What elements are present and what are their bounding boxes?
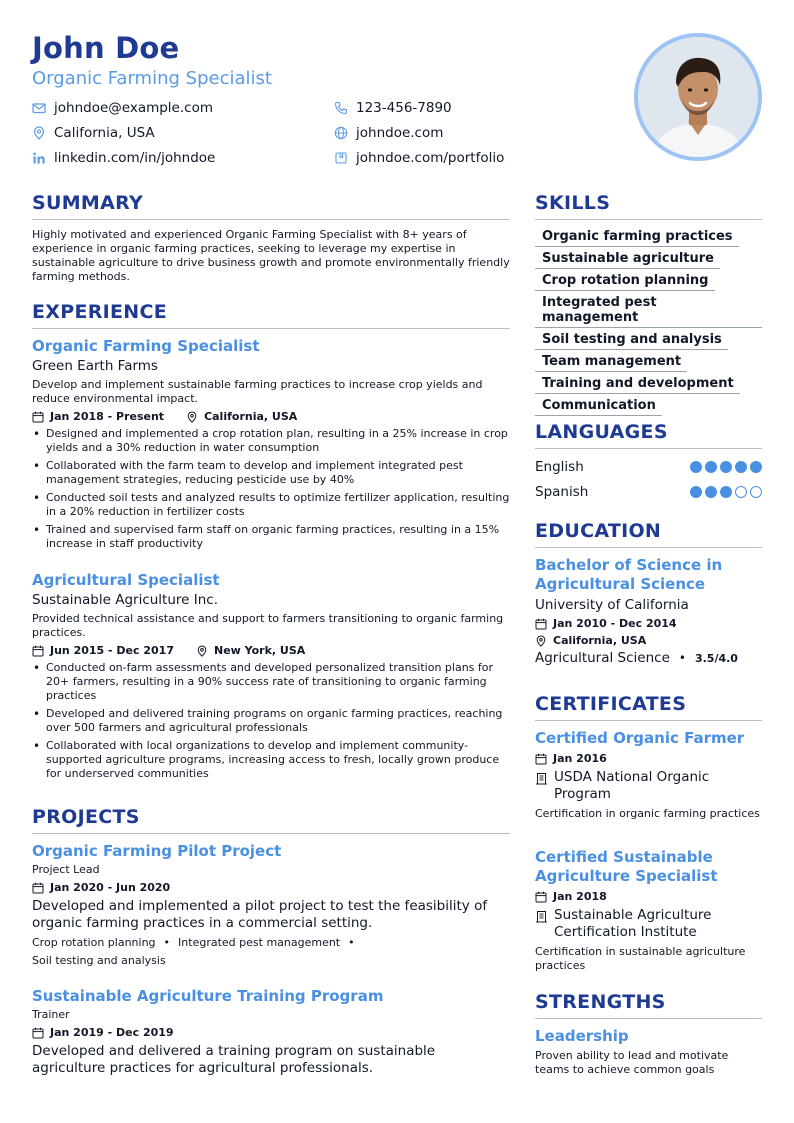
job-entry [32, 571, 510, 785]
list-item: • Designed and implemented a crop rotation plan, resulting in a 25% increase in crop yields and a 30% reduction in water consumption [32, 427, 510, 455]
candidate-title: Organic Farming Specialist [32, 68, 272, 89]
job-description: Develop and implement sustainable farming practices to increase crop yields and reduce environmental impact. [32, 378, 483, 405]
list-item: • Trained and supervised farm staff on organic farming practices, resulting in a 15% increase in staff productivity [32, 523, 510, 551]
project-title: Organic Farming Pilot Project [32, 842, 282, 860]
skill-tag: Communication [535, 395, 662, 416]
project-entry [32, 987, 510, 1077]
certificate-issuer-row [535, 907, 762, 941]
level-dot-filled [750, 461, 762, 473]
certificate-title: Certified Sustainable Agriculture Specialist [535, 848, 718, 885]
calendar-icon [535, 753, 547, 765]
contact-location [32, 125, 155, 141]
website-text: johndoe.com [356, 125, 444, 141]
skills-divider [535, 219, 762, 220]
list-item: • Collaborated with local organizations to develop and implement community-supported agriculture programs, increasing access to fresh, locally grown produce for underserved communities [32, 739, 510, 781]
project-description: Developed and implemented a pilot project to test the feasibility of organic farming practices in a commercial setting. [32, 898, 488, 931]
location-pin-icon [535, 635, 547, 647]
job-dates: Jun 2015 - Dec 2017 [50, 644, 174, 657]
level-dot-filled [690, 486, 702, 498]
project-role: Trainer [32, 1008, 70, 1021]
job-company: Sustainable Agriculture Inc. [32, 592, 219, 608]
certificate-issuer: Sustainable Agriculture Certification Institute [554, 907, 712, 940]
project-tag: Crop rotation planning [32, 936, 156, 949]
contact-linkedin[interactable] [32, 150, 215, 166]
level-dot-empty [735, 486, 747, 498]
languages-divider [535, 448, 762, 449]
summary-text: Highly motivated and experienced Organic Farming Specialist with 8+ years of experience in organic farming practices, seeking to leverage my expertise in sustainable agriculture to drive business growth and promote environmentally friendly farming methods. [32, 228, 510, 283]
skill-tag: Crop rotation planning [535, 270, 715, 291]
level-dot-filled [705, 486, 717, 498]
calendar-icon [535, 618, 547, 630]
project-entry [32, 842, 510, 970]
strength-entry [535, 1027, 762, 1077]
project-tag: Soil testing and analysis [32, 954, 166, 967]
education-location: California, USA [553, 634, 647, 647]
school-name: University of California [535, 597, 689, 613]
mail-icon [32, 101, 46, 115]
level-dot-filled [705, 461, 717, 473]
language-name: Spanish [535, 483, 589, 500]
project-title: Sustainable Agriculture Training Program [32, 987, 384, 1005]
language-row [535, 454, 762, 479]
language-level-dots [690, 461, 762, 473]
project-role: Project Lead [32, 863, 100, 876]
location-pin-icon [196, 645, 208, 657]
phone-icon [334, 101, 348, 115]
calendar-icon [535, 891, 547, 903]
contact-portfolio[interactable] [334, 150, 504, 166]
globe-icon [334, 126, 348, 140]
job-dates: Jan 2018 - Present [50, 410, 165, 423]
job-achievements [32, 427, 510, 551]
project-dates: Jan 2019 - Dec 2019 [50, 1026, 174, 1039]
job-title: Organic Farming Specialist [32, 337, 260, 355]
location-text: California, USA [54, 125, 155, 141]
job-entry [32, 337, 510, 555]
job-company: Green Earth Farms [32, 358, 158, 374]
level-dot-filled [720, 486, 732, 498]
summary-heading: SUMMARY [32, 192, 144, 214]
job-meta [32, 410, 510, 423]
linkedin-icon [32, 151, 46, 165]
education-location-row [535, 634, 762, 647]
level-dot-filled [735, 461, 747, 473]
strength-title: Leadership [535, 1027, 629, 1045]
building-icon [535, 772, 548, 785]
contact-email[interactable] [32, 100, 213, 116]
list-item: • Conducted soil tests and analyzed results to optimize fertilizer application, resulting in a 20% reduction in fertilizer costs [32, 491, 510, 519]
candidate-name: John Doe [32, 31, 180, 65]
certificate-date: Jan 2016 [553, 752, 607, 765]
calendar-icon [32, 1027, 44, 1039]
contact-website[interactable] [334, 125, 443, 141]
job-location: California, USA [204, 410, 298, 423]
certificates-heading: CERTIFICATES [535, 693, 687, 715]
certificate-entry [535, 729, 762, 821]
portfolio-icon [334, 151, 348, 165]
skill-tag: Organic farming practices [535, 226, 739, 247]
calendar-icon [32, 411, 44, 423]
list-item: • Collaborated with the farm team to develop and implement integrated pest management strategies, reducing pesticide use by 40% [32, 459, 510, 487]
experience-heading: EXPERIENCE [32, 301, 168, 323]
strengths-divider [535, 1018, 762, 1019]
language-level-dots [690, 486, 762, 498]
calendar-icon [32, 645, 44, 657]
certificate-description: Certification in sustainable agriculture practices [535, 945, 746, 972]
job-location: New York, USA [213, 644, 306, 657]
skills-list [535, 226, 762, 416]
skill-tag: Integrated pest management [535, 292, 762, 328]
certificates-divider [535, 720, 762, 721]
avatar-illustration [638, 37, 758, 157]
summary-divider [32, 219, 510, 220]
degree-title: Bachelor of Science in Agricultural Science [535, 556, 723, 593]
education-gpa: 3.5/4.0 [694, 651, 738, 665]
projects-divider [32, 833, 510, 834]
education-field-row: Agricultural Science • 3.5/4.0 [535, 650, 738, 666]
education-dates-row [535, 617, 762, 630]
project-meta [32, 881, 510, 894]
project-dates: Jan 2020 - Jun 2020 [50, 881, 171, 894]
skill-tag: Soil testing and analysis [535, 329, 728, 350]
certificate-date: Jan 2018 [553, 890, 607, 903]
languages-list [535, 454, 762, 504]
list-item: • Conducted on-farm assessments and developed personalized transition plans for 20+ farmers, resulting in a 90% success rate of transitioning to organic farming practices [32, 661, 510, 703]
building-icon [535, 910, 548, 923]
project-description: Developed and delivered a training program on sustainable agriculture practices for agricultural professionals. [32, 1043, 436, 1076]
certificate-date-row [535, 752, 762, 765]
phone-text: 123-456-7890 [356, 100, 452, 116]
strength-description: Proven ability to lead and motivate teams to achieve common goals [535, 1049, 729, 1076]
certificate-entry [535, 848, 762, 973]
experience-divider [32, 328, 510, 329]
contact-phone[interactable] [334, 100, 452, 116]
calendar-icon [32, 882, 44, 894]
education-divider [535, 547, 762, 548]
certificate-title: Certified Organic Farmer [535, 729, 745, 747]
job-achievements [32, 661, 510, 781]
email-text: johndoe@example.com [54, 100, 213, 116]
profile-photo [634, 33, 762, 161]
project-tag: Integrated pest management [178, 936, 341, 949]
level-dot-filled [690, 461, 702, 473]
location-pin-icon [32, 126, 46, 140]
skill-tag: Training and development [535, 373, 740, 394]
certificate-description: Certification in organic farming practices [535, 807, 760, 820]
certificate-date-row [535, 890, 762, 903]
skills-heading: SKILLS [535, 192, 611, 214]
strengths-heading: STRENGTHS [535, 991, 666, 1013]
job-title: Agricultural Specialist [32, 571, 220, 589]
certificate-issuer: USDA National Organic Program [554, 769, 710, 802]
level-dot-filled [720, 461, 732, 473]
certificate-issuer-row [535, 769, 762, 803]
projects-heading: PROJECTS [32, 806, 140, 828]
project-meta [32, 1026, 510, 1039]
skill-tag: Sustainable agriculture [535, 248, 720, 269]
portfolio-text: johndoe.com/portfolio [356, 150, 505, 166]
language-row [535, 479, 762, 504]
location-pin-icon [186, 411, 198, 423]
language-name: English [535, 458, 584, 475]
list-item: • Developed and delivered training programs on organic farming practices, reaching over 500 farmers and agricultural professionals [32, 707, 510, 735]
languages-heading: LANGUAGES [535, 421, 668, 443]
education-heading: EDUCATION [535, 520, 662, 542]
education-field: Agricultural Science [535, 650, 670, 666]
level-dot-empty [750, 486, 762, 498]
education-entry [535, 556, 762, 666]
skill-tag: Team management [535, 351, 687, 372]
job-meta [32, 644, 510, 657]
education-dates: Jan 2010 - Dec 2014 [553, 617, 677, 630]
linkedin-text: linkedin.com/in/johndoe [54, 150, 216, 166]
job-description: Provided technical assistance and support to farmers transitioning to organic farming practices. [32, 612, 504, 639]
project-tags: Crop rotation planning • Integrated pest management • Soil testing and analysis [32, 936, 355, 967]
